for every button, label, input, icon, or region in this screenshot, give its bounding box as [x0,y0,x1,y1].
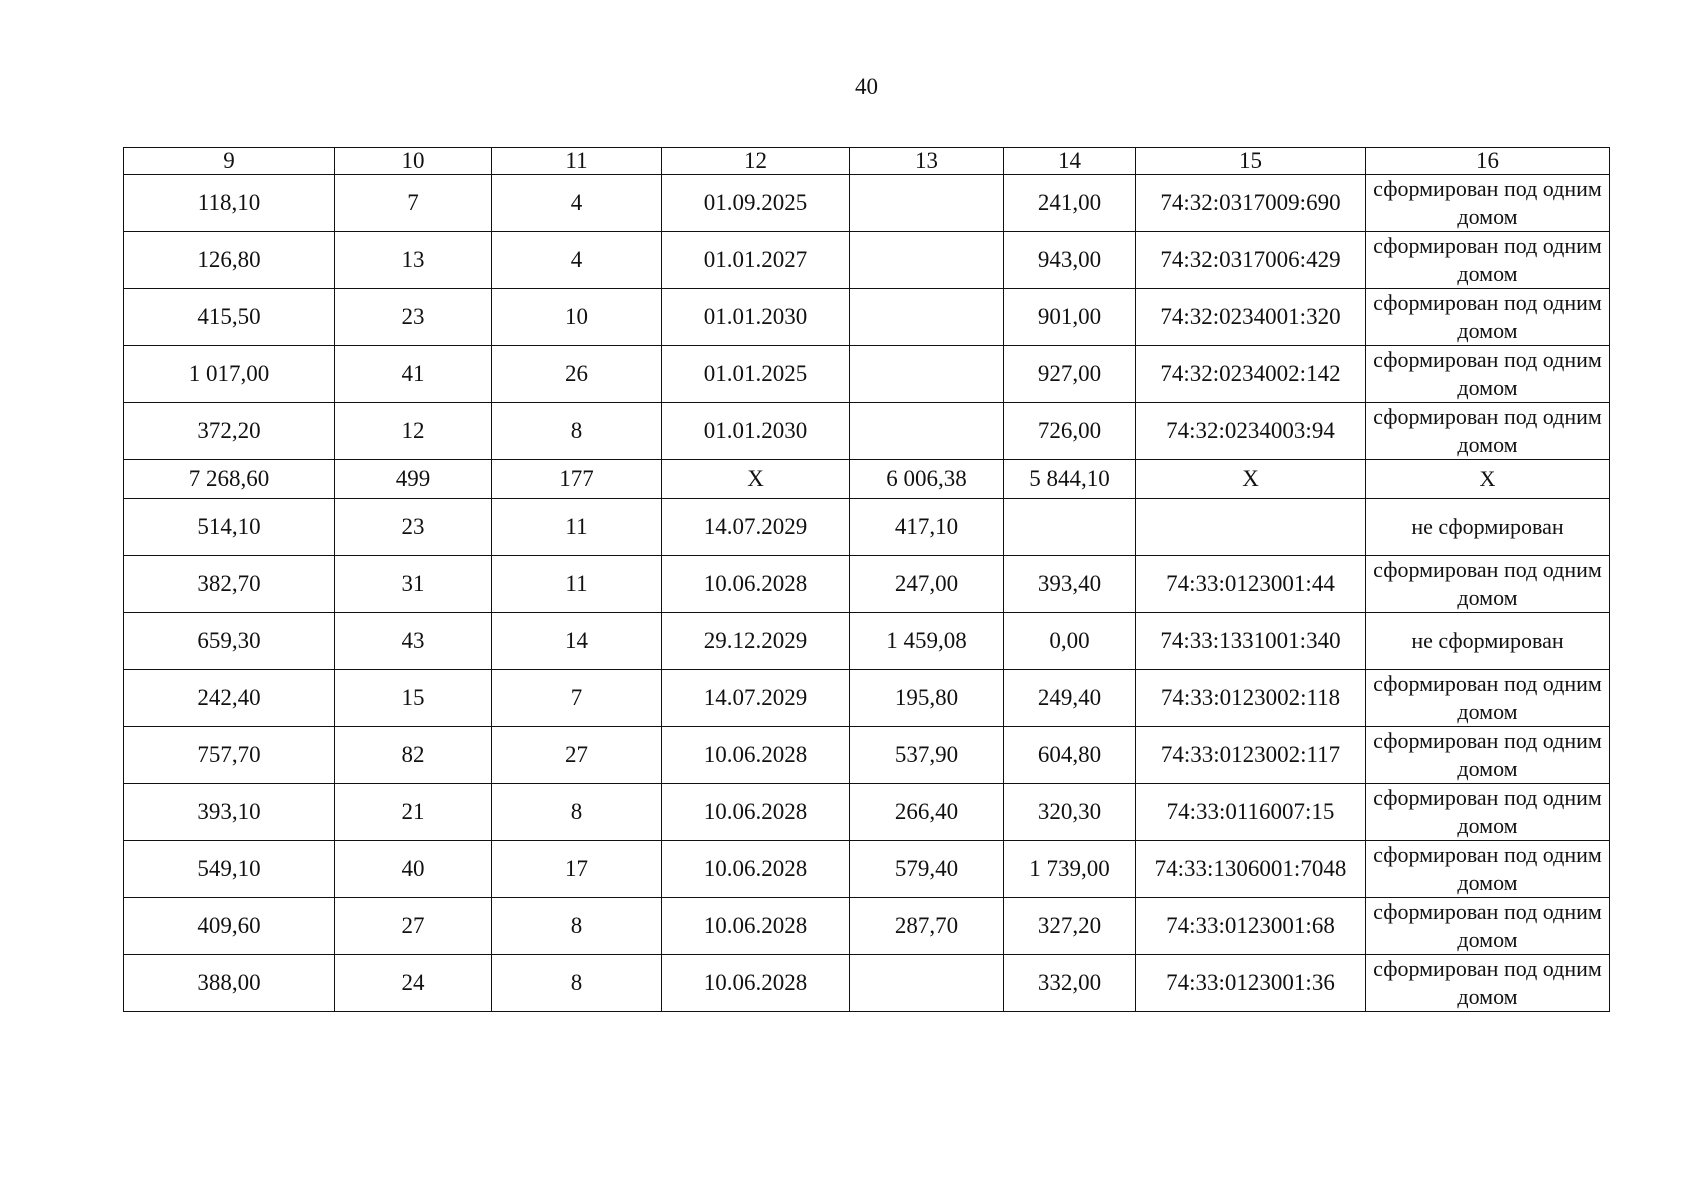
land-area-cell: 726,00 [1004,403,1136,460]
count-cell: 40 [335,841,492,898]
area-cell-2: 266,40 [850,784,1004,841]
status-cell: X [1366,460,1610,499]
status-cell: сформирован под одним домом [1366,670,1610,727]
area-cell-2: 1 459,08 [850,613,1004,670]
area-cell: 7 268,60 [124,460,335,499]
cadastral-number-cell: 74:32:0234001:320 [1136,289,1366,346]
area-cell: 1 017,00 [124,346,335,403]
cadastral-number-cell: 74:33:0123002:118 [1136,670,1366,727]
count-cell-2: 8 [492,403,662,460]
column-header: 14 [1004,148,1136,175]
count-cell-2: 4 [492,232,662,289]
land-area-cell: 927,00 [1004,346,1136,403]
count-cell-2: 14 [492,613,662,670]
table-row [124,232,1610,289]
land-area-cell: 320,30 [1004,784,1136,841]
land-area-cell: 241,00 [1004,175,1136,232]
area-cell: 514,10 [124,499,335,556]
area-cell: 242,40 [124,670,335,727]
count-cell: 15 [335,670,492,727]
area-cell-2: 537,90 [850,727,1004,784]
status-cell: сформирован под одним домом [1366,784,1610,841]
count-cell: 23 [335,499,492,556]
date-cell: 10.06.2028 [662,898,850,955]
count-cell-2: 10 [492,289,662,346]
cadastral-number-cell: X [1136,460,1366,499]
area-cell: 393,10 [124,784,335,841]
cadastral-number-cell: 74:33:0123001:36 [1136,955,1366,1012]
count-cell-2: 26 [492,346,662,403]
date-cell: 10.06.2028 [662,784,850,841]
area-cell-2: 247,00 [850,556,1004,613]
area-cell: 757,70 [124,727,335,784]
column-header: 12 [662,148,850,175]
count-cell-2: 8 [492,784,662,841]
count-cell: 31 [335,556,492,613]
count-cell: 12 [335,403,492,460]
total-row [124,460,1610,499]
land-area-cell [1004,499,1136,556]
status-cell: сформирован под одним домом [1366,727,1610,784]
header-row [124,148,1610,175]
date-cell: 01.01.2025 [662,346,850,403]
count-cell: 82 [335,727,492,784]
area-cell: 382,70 [124,556,335,613]
table-row [124,403,1610,460]
land-area-cell: 943,00 [1004,232,1136,289]
land-area-cell: 1 739,00 [1004,841,1136,898]
area-cell: 118,10 [124,175,335,232]
column-header: 16 [1366,148,1610,175]
cadastral-number-cell: 74:33:0123001:68 [1136,898,1366,955]
cadastral-number-cell: 74:33:0123001:44 [1136,556,1366,613]
area-cell-2 [850,175,1004,232]
cadastral-number-cell: 74:33:0123002:117 [1136,727,1366,784]
count-cell-2: 8 [492,955,662,1012]
date-cell: 29.12.2029 [662,613,850,670]
area-cell-2: 287,70 [850,898,1004,955]
cadastral-number-cell: 74:33:0116007:15 [1136,784,1366,841]
area-cell: 549,10 [124,841,335,898]
column-header: 10 [335,148,492,175]
table-row [124,841,1610,898]
area-cell-2 [850,232,1004,289]
date-cell: 01.09.2025 [662,175,850,232]
cadastral-number-cell: 74:33:1306001:7048 [1136,841,1366,898]
date-cell: 10.06.2028 [662,556,850,613]
status-cell: не сформирован [1366,499,1610,556]
table-row [124,898,1610,955]
date-cell: 01.01.2027 [662,232,850,289]
status-cell: сформирован под одним домом [1366,289,1610,346]
status-cell: не сформирован [1366,613,1610,670]
column-header: 11 [492,148,662,175]
count-cell: 7 [335,175,492,232]
cadastral-number-cell: 74:32:0234002:142 [1136,346,1366,403]
area-cell-2: 417,10 [850,499,1004,556]
date-cell: 14.07.2029 [662,670,850,727]
column-header: 13 [850,148,1004,175]
status-cell: сформирован под одним домом [1366,955,1610,1012]
table-row [124,727,1610,784]
date-cell: 10.06.2028 [662,955,850,1012]
area-cell-2: 6 006,38 [850,460,1004,499]
date-cell: 14.07.2029 [662,499,850,556]
count-cell: 23 [335,289,492,346]
count-cell-2: 17 [492,841,662,898]
table-row [124,784,1610,841]
status-cell: сформирован под одним домом [1366,403,1610,460]
table-row [124,556,1610,613]
land-area-cell: 901,00 [1004,289,1136,346]
area-cell: 126,80 [124,232,335,289]
area-cell: 415,50 [124,289,335,346]
count-cell: 13 [335,232,492,289]
status-cell: сформирован под одним домом [1366,175,1610,232]
count-cell-2: 11 [492,499,662,556]
status-cell: сформирован под одним домом [1366,841,1610,898]
area-cell-2 [850,955,1004,1012]
date-cell: 01.01.2030 [662,289,850,346]
land-area-cell: 393,40 [1004,556,1136,613]
column-header: 9 [124,148,335,175]
count-cell: 499 [335,460,492,499]
table-row [124,613,1610,670]
area-cell: 409,60 [124,898,335,955]
table-row [124,346,1610,403]
cadastral-number-cell: 74:32:0234003:94 [1136,403,1366,460]
table-row [124,955,1610,1012]
table-row [124,289,1610,346]
column-header: 15 [1136,148,1366,175]
count-cell-2: 7 [492,670,662,727]
table-row [124,499,1610,556]
land-area-cell: 332,00 [1004,955,1136,1012]
cadastral-number-cell: 74:32:0317006:429 [1136,232,1366,289]
land-area-cell: 5 844,10 [1004,460,1136,499]
area-cell: 372,20 [124,403,335,460]
date-cell: 01.01.2030 [662,403,850,460]
count-cell: 27 [335,898,492,955]
area-cell-2 [850,289,1004,346]
cadastral-number-cell: 74:32:0317009:690 [1136,175,1366,232]
area-cell-2 [850,403,1004,460]
table-body [124,175,1610,1012]
area-cell-2: 579,40 [850,841,1004,898]
land-area-cell: 0,00 [1004,613,1136,670]
area-cell: 388,00 [124,955,335,1012]
count-cell-2: 11 [492,556,662,613]
count-cell-2: 4 [492,175,662,232]
count-cell-2: 177 [492,460,662,499]
status-cell: сформирован под одним домом [1366,556,1610,613]
table-row [124,175,1610,232]
table-row [124,670,1610,727]
date-cell: 10.06.2028 [662,727,850,784]
land-area-cell: 327,20 [1004,898,1136,955]
count-cell: 43 [335,613,492,670]
count-cell-2: 27 [492,727,662,784]
cadastral-number-cell [1136,499,1366,556]
count-cell: 41 [335,346,492,403]
count-cell-2: 8 [492,898,662,955]
date-cell: X [662,460,850,499]
area-cell-2: 195,80 [850,670,1004,727]
area-cell: 659,30 [124,613,335,670]
land-area-cell: 249,40 [1004,670,1136,727]
cadastral-number-cell: 74:33:1331001:340 [1136,613,1366,670]
land-area-cell: 604,80 [1004,727,1136,784]
count-cell: 21 [335,784,492,841]
count-cell: 24 [335,955,492,1012]
status-cell: сформирован под одним домом [1366,898,1610,955]
data-table [123,147,1610,1012]
page-number: 40 [855,74,878,99]
date-cell: 10.06.2028 [662,841,850,898]
status-cell: сформирован под одним домом [1366,232,1610,289]
area-cell-2 [850,346,1004,403]
status-cell: сформирован под одним домом [1366,346,1610,403]
